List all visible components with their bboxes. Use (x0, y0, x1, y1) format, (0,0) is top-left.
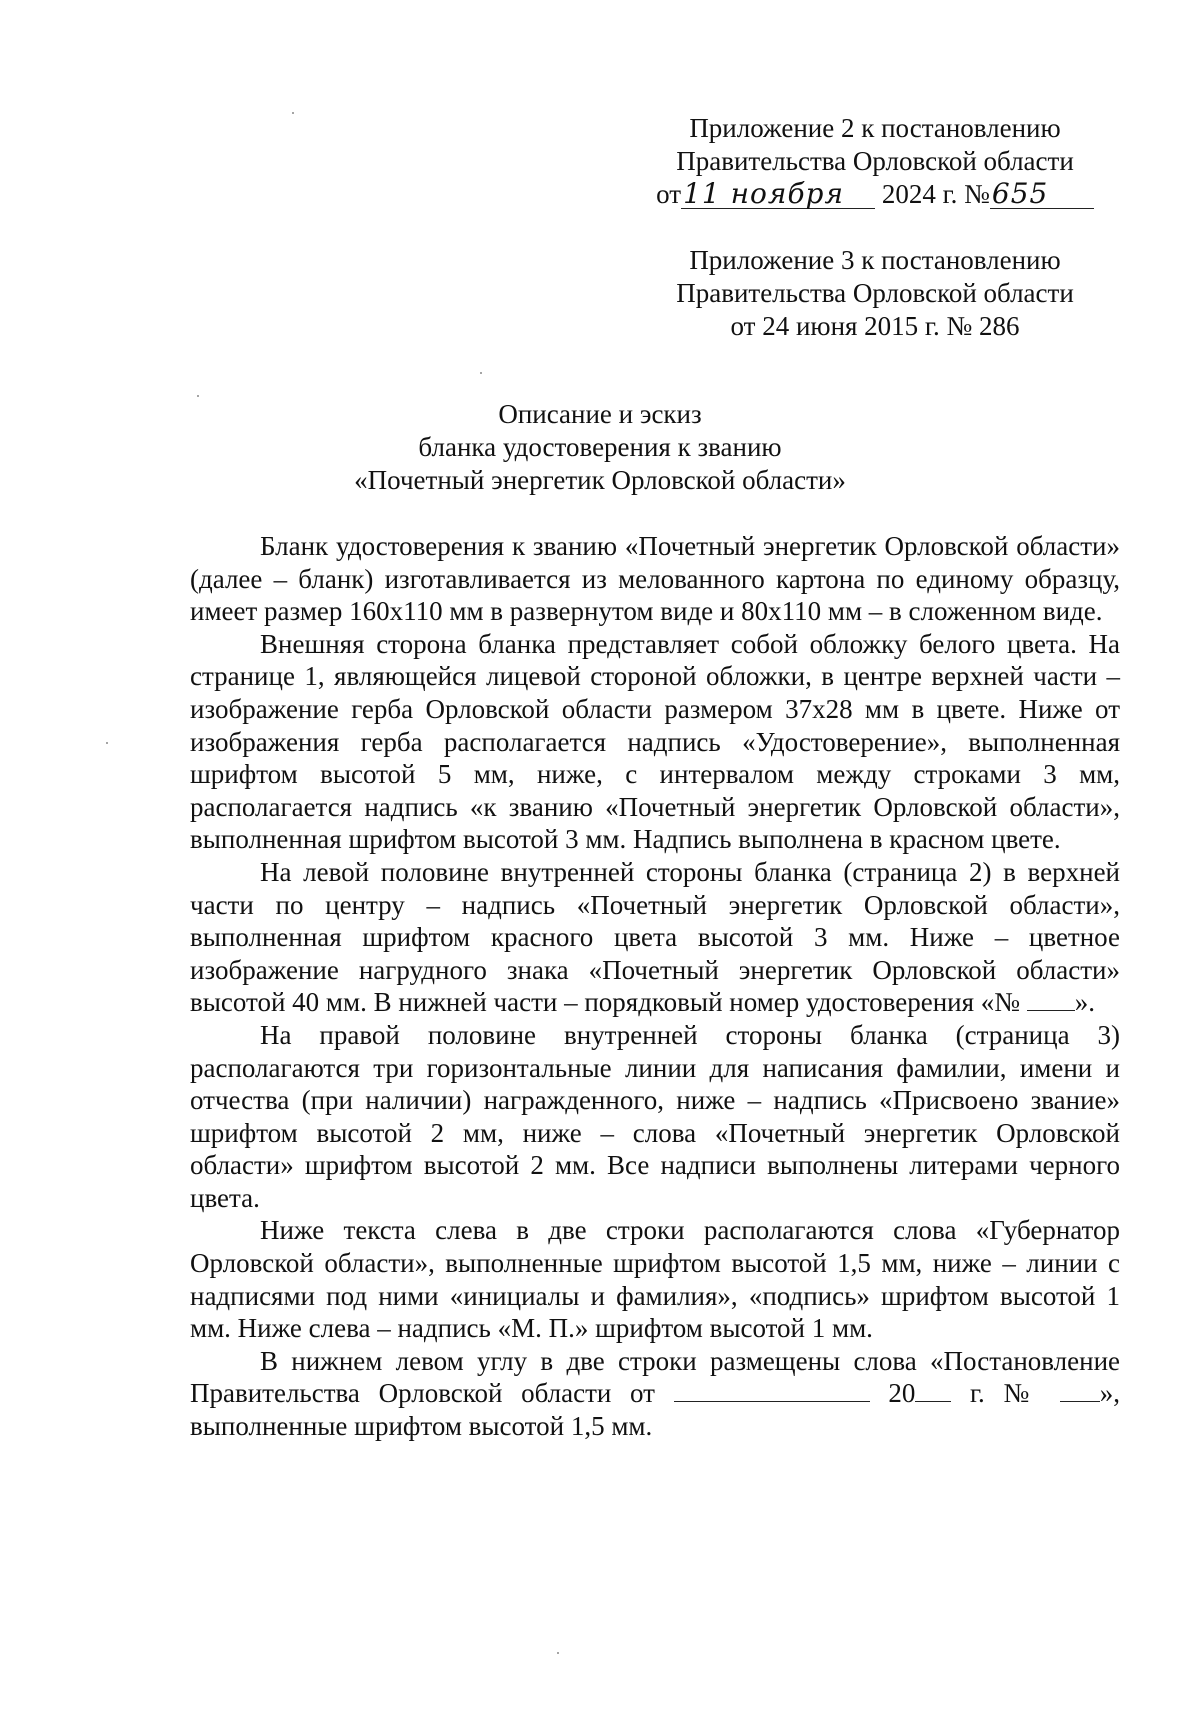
handwritten-date: 11 ноября (681, 180, 875, 209)
certificate-number-close: ». (1074, 987, 1096, 1018)
handwritten-number: 655 (990, 180, 1094, 209)
certificate-number-blank (1027, 1009, 1075, 1011)
document-title (100, 398, 1100, 497)
paragraph-6-part5: выполненные шрифтом высотой 1,5 мм. (190, 1411, 653, 1442)
paragraph-6 (190, 1345, 1120, 1443)
paragraph-5: Ниже текста слева в две строки располагаются слова «Губернатор Орловской области», выполненные шрифтом высотой 1,5 мм, ниже – линии с надписями под ними «инициалы и фамилия», «подпись» шрифтом высотой 1 мм. Ниже слева – надпись «М. П.» шрифтом высотой 1 мм. (190, 1215, 1120, 1344)
certificate-number-open: «№ (980, 987, 1021, 1018)
annex-current-line1: Приложение 2 к постановлению (689, 113, 1061, 143)
paragraph-6-part3: г. № (970, 1378, 1042, 1409)
annex-previous-block (655, 244, 1095, 343)
annex-current-block (655, 112, 1095, 211)
annex-current-date-prefix: от (656, 179, 682, 209)
annex-current-year: 2024 г. № (881, 179, 990, 209)
decree-number-blank (1060, 1400, 1100, 1402)
paragraph-3 (190, 856, 1120, 1019)
decree-year-blank (915, 1400, 951, 1402)
paragraph-1: Бланк удостоверения к званию «Почетный энергетик Орловской области» (далее – бланк) изготавливается из мелованного картона по единому образцу, имеет размер 160х110 мм в развернутом виде и 80х110 мм – в сложенном виде. (190, 531, 1120, 627)
paragraph-2: Внешняя сторона бланка представляет собой обложку белого цвета. На странице 1, являющейся лицевой стороной обложки, в центре верхней части – изображение герба Орловской области размером 37х28 мм в цвете. Ниже от изображения герба располагается надпись «Удостоверение», выполненная шрифтом высотой 5 мм, ниже, с интервалом между строками 3 мм, располагается надпись «к званию «Почетный энергетик Орловской области», выполненная шрифтом высотой 3 мм. Надпись выполнена в красном цвете. (190, 628, 1120, 855)
title-line2: бланка удостоверения к званию (418, 432, 782, 462)
annex-previous-line2: Правительства Орловской области (676, 278, 1074, 308)
annex-previous-line1: Приложение 3 к постановлению (689, 245, 1061, 275)
paragraph-4: На правой половине внутренней стороны бланка (страница 3) располагаются три горизонтальные линии для написания фамилии, имени и отчества (при наличии) награжденного, ниже – надпись «Присвоено звание» шрифтом высотой 2 мм, ниже – слова «Почетный энергетик Орловской области» шрифтом высотой 2 мм. Все надписи выполнены литерами черного цвета. (190, 1019, 1120, 1213)
paragraph-6-part1: В нижнем левом углу в две строки размещены слова «Постановление Правительства Орловской области от (190, 1345, 1120, 1409)
title-line3: «Почетный энергетик Орловской области» (354, 465, 846, 495)
paragraph-3-text: На левой половине внутренней стороны бланка (страница 2) в верхней части по центру – надпись «Почетный энергетик Орловской области», выполненная шрифтом красного цвета высотой 3 мм. Ниже – цветное изображение нагрудного знака «Почетный энергетик Орловской области» высотой 40 мм. В нижней части – порядковый номер удостоверения (190, 856, 1120, 1018)
decree-date-blank (674, 1400, 870, 1402)
document-body (190, 530, 1120, 1443)
annex-previous-line3: от 24 июня 2015 г. № 286 (730, 311, 1020, 341)
paragraph-6-part2: 20 (888, 1378, 916, 1409)
annex-current-date-line (655, 178, 1095, 211)
annex-current-line2: Правительства Орловской области (676, 146, 1074, 176)
title-line1: Описание и эскиз (498, 399, 702, 429)
paragraph-6-part4: », (1099, 1378, 1121, 1409)
